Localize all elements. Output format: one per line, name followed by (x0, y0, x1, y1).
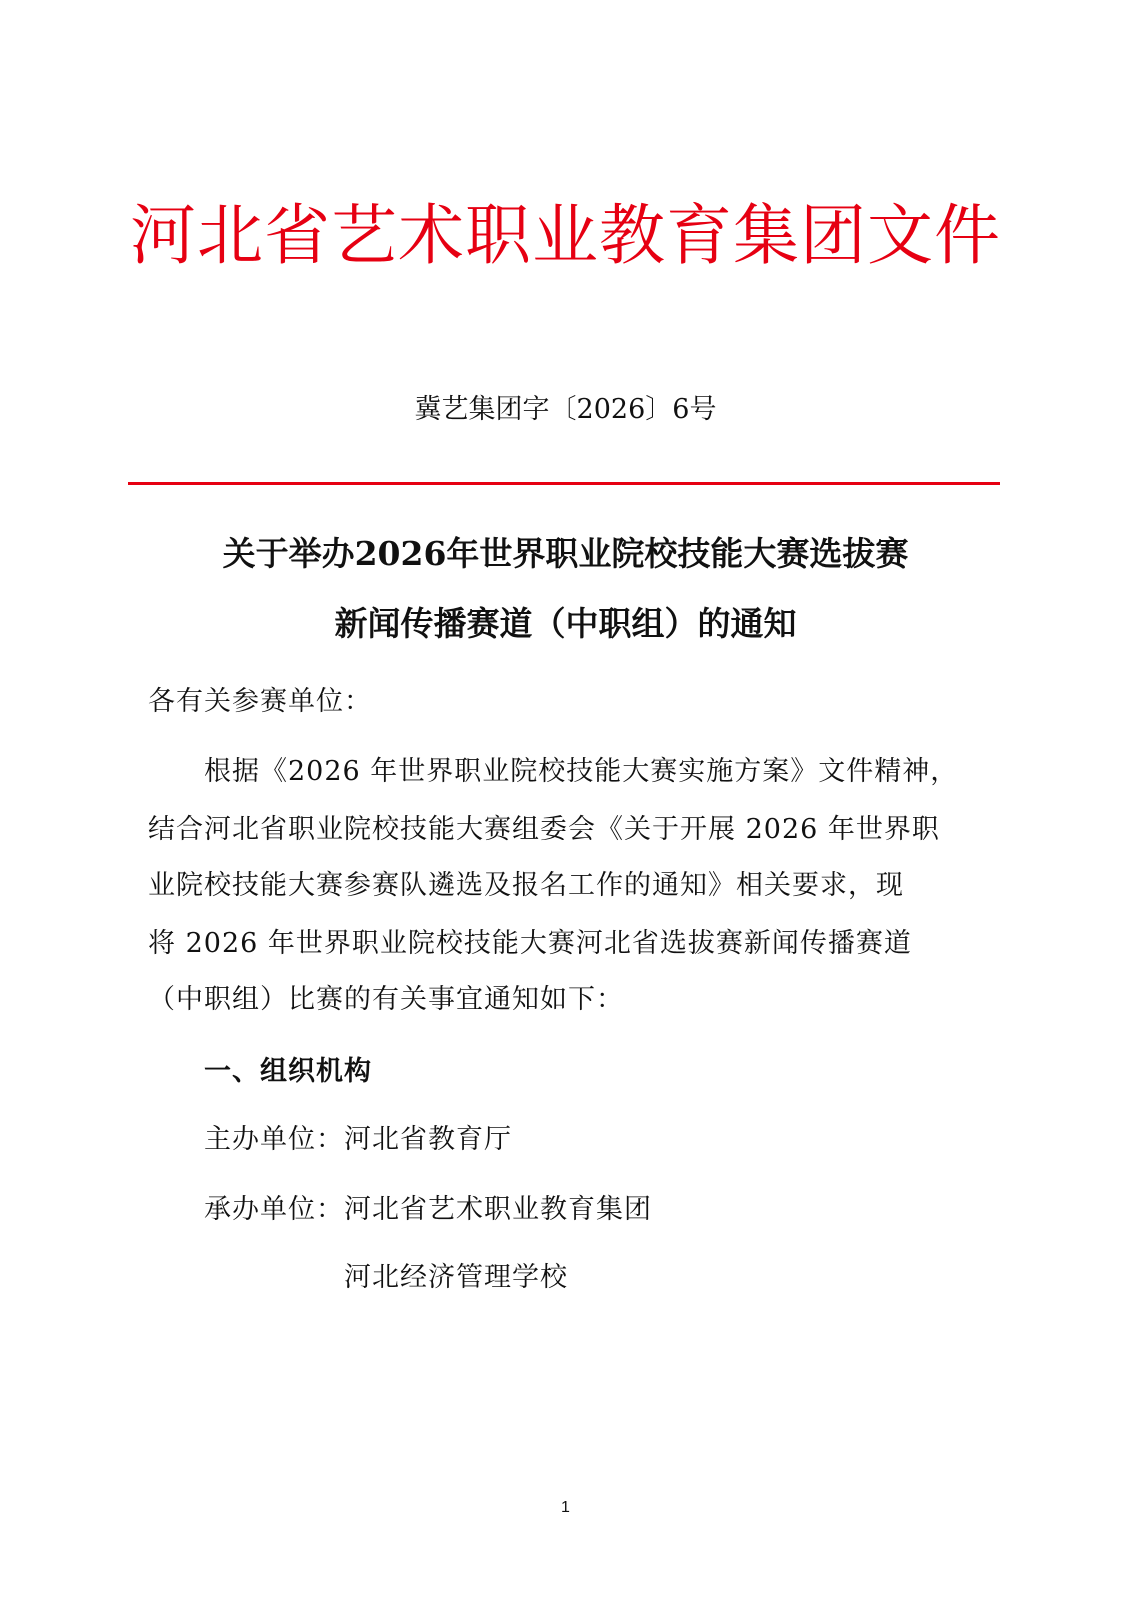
document-number: 冀艺集团字〔2026〕6号 (414, 394, 717, 425)
body-paragraph-line: 业院校技能大赛参赛队遴选及报名工作的通知》相关要求，现 (148, 870, 904, 901)
body-paragraph-line: 将 2026 年世界职业院校技能大赛河北省选拔赛新闻传播赛道 (148, 928, 912, 959)
organizer-unit-line: 承办单位：河北省艺术职业教育集团 (148, 1194, 652, 1225)
organizer-unit-line-2: 河北经济管理学校 (148, 1262, 568, 1293)
body-paragraph-line: 结合河北省职业院校技能大赛组委会《关于开展 2026 年世界职 (148, 814, 940, 845)
notice-title-line-1: 关于举办2026年世界职业院校技能大赛选拔赛 (222, 534, 909, 573)
document-header-title: 河北省艺术职业教育集团文件 (130, 197, 1001, 274)
red-divider-line (128, 482, 1000, 485)
host-unit-line: 主办单位：河北省教育厅 (148, 1124, 512, 1155)
body-paragraph-line: （中职组）比赛的有关事宜通知如下： (148, 984, 624, 1015)
body-paragraph-line: 根据《2026 年世界职业院校技能大赛实施方案》文件精神， (148, 756, 959, 787)
page-number: 1 (561, 1499, 570, 1516)
salutation: 各有关参赛单位： (148, 686, 372, 717)
section-heading-organization: 一、组织机构 (148, 1056, 372, 1087)
notice-title-line-2: 新闻传播赛道（中职组）的通知 (334, 604, 797, 643)
